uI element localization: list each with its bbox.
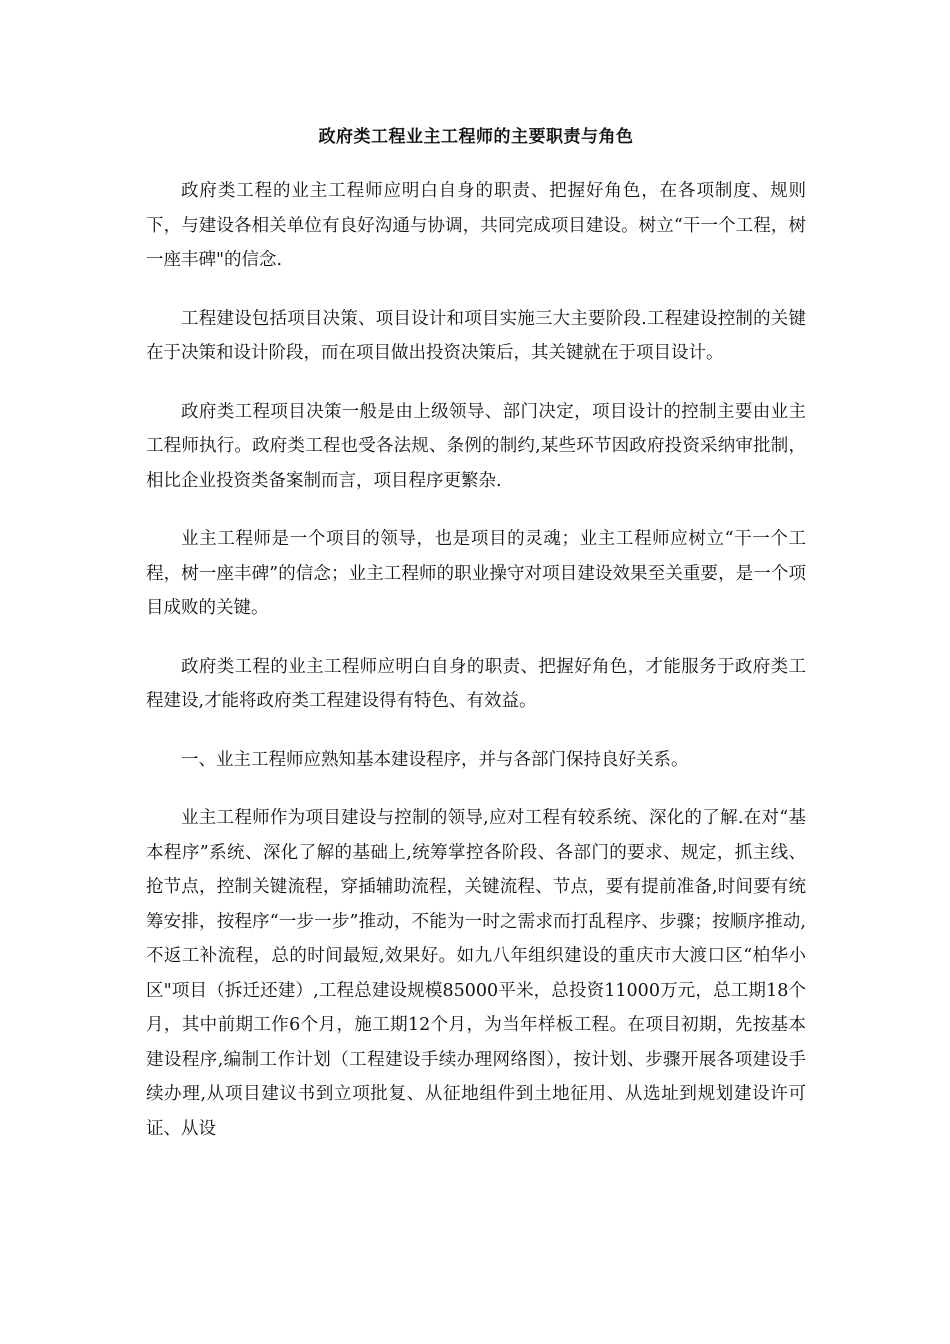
paragraph-2: 工程建设包括项目决策、项目设计和项目实施三大主要阶段.工程建设控制的关键在于决策和设计阶段，而在项目做出投资决策后，其关键就在于项目设计。 <box>146 308 806 363</box>
paragraph-6: 业主工程师作为项目建设与控制的领导,应对工程有较系统、深化的了解.在对“基本程序”系统、深化了解的基础上,统筹掌控各阶段、各部门的要求、规定，抓主线、抢节点，控制关键流程，穿插辅助流程，关键流程、节点，要有提前准备,时间要有统筹安排，按程序“一步一步”推动，不能为一时之需求而打乱程序、步骤；按顺序推动,不返工补流程，总的时间最短,效果好。如九八年组织建设的重庆市大渡口区“柏华小区"项目（拆迁还建）,工程总建设规模85000平米，总投资11000万元，总工期18个月，其中前期工作6个月，施工期12个月，为当年样板工程。在项目初期，先按基本建设程序,编制工作计划（工程建设手续办理网络图），按计划、步骤开展各项建设手续办理,从项目建议书到立项批复、从征地组件到土地征用、从选址到规划建设许可证、从设 <box>146 808 806 1139</box>
paragraph-3: 政府类工程项目决策一般是由上级领导、部门决定，项目设计的控制主要由业主工程师执行。政府类工程也受各法规、条例的制约,某些环节因政府投资采纳审批制，相比企业投资类备案制而言，项目程序更繁杂. <box>146 401 806 491</box>
paragraph-1: 政府类工程的业主工程师应明白自身的职责、把握好角色，在各项制度、规则下，与建设各相关单位有良好沟通与协调，共同完成项目建设。树立“干一个工程，树一座丰碑"的信念. <box>146 181 806 270</box>
document-page <box>146 120 806 1170</box>
document-title: 政府类工程业主工程师的主要职责与角色 <box>318 127 634 147</box>
paragraph-4: 业主工程师是一个项目的领导，也是项目的灵魂；业主工程师应树立“干一个工程，树一座丰碑”的信念；业主工程师的职业操守对项目建设效果至关重要，是一个项目成败的关键。 <box>146 529 806 618</box>
section-heading-1: 一、业主工程师应熟知基本建设程序，并与各部门保持良好关系。 <box>181 749 689 770</box>
paragraph-5: 政府类工程的业主工程师应明白自身的职责、把握好角色，才能服务于政府类工程建设,才能将政府类工程建设得有特色、有效益。 <box>146 656 806 711</box>
